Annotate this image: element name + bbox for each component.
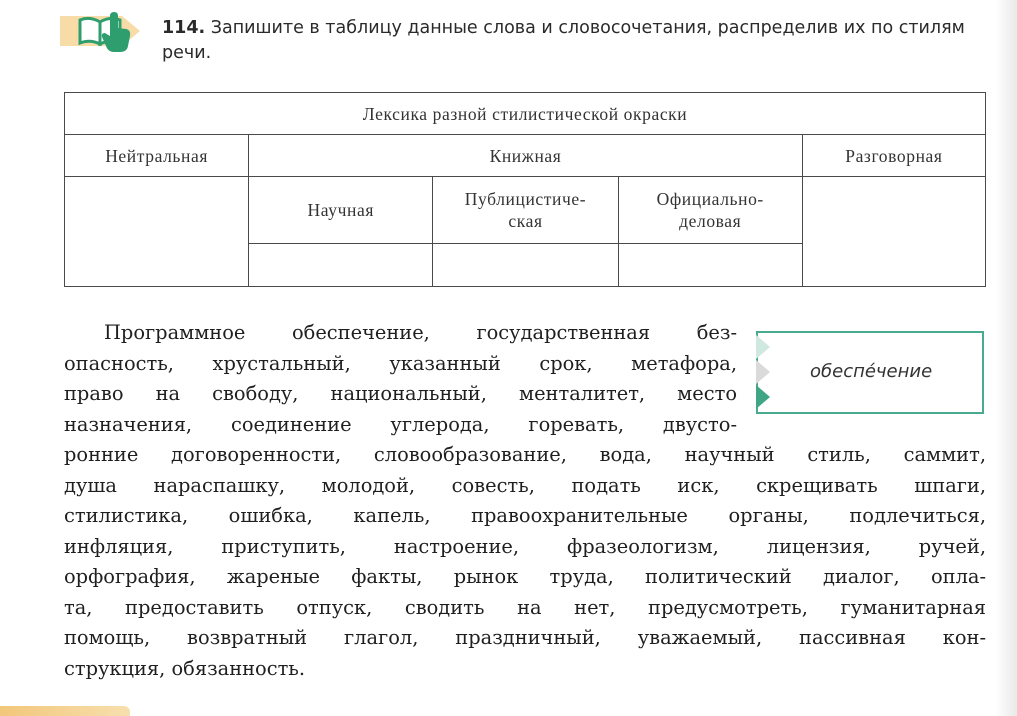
stress-note-box: [756, 331, 984, 414]
text-line: стилистика, ошибка, капель, правоохранительные органы, подлечиться,: [64, 504, 986, 527]
footer-accent-bar: [0, 706, 130, 716]
cell-publicistic: [433, 244, 618, 287]
header-scientific: Научная: [249, 177, 433, 244]
text-line: назначения, соединение углерода, горевать, двусто-: [64, 412, 737, 436]
text-line: ронние договоренности, словообразование, вода, научный стиль, саммит,: [64, 443, 986, 466]
text-line: Программное обеспечение, государственная без-: [104, 321, 737, 344]
cell-official: [618, 244, 802, 287]
text-line: право на свободу, национальный, менталитет, место: [64, 382, 737, 405]
text-line: та, предоставить отпуск, сводить на нет, предусмотреть, гуманитарная: [64, 595, 986, 619]
task-text: Запишите в таблицу данные слова и словосочетания, распределив их по стилям речи.: [162, 18, 965, 63]
header-official: Официально- деловая: [618, 177, 802, 244]
note-marker-icon: [756, 335, 770, 359]
text-line: опасность, хрустальный, указанный срок, метафора,: [64, 351, 737, 375]
task-number: 114.: [162, 18, 206, 38]
header-neutral: Нейтральная: [65, 135, 249, 177]
text-line: орфография, жареные факты, рынок труда, политический диалог, опла-: [64, 565, 986, 588]
header-bookish: Книжная: [249, 135, 803, 177]
header-publicistic: Публицистиче- ская: [433, 177, 618, 244]
note-marker-icon: [756, 385, 770, 409]
book-hand-icon: [60, 6, 152, 56]
cell-colloquial: [802, 177, 985, 287]
page-edge-shadow: [995, 0, 1017, 716]
header-colloquial: Разговорная: [802, 135, 985, 177]
text-line: помощь, возвратный глагол, праздничный, уважаемый, пассивная кон-: [64, 626, 986, 649]
task-instruction: [162, 16, 992, 66]
note-marker-icon: [756, 360, 770, 384]
cell-neutral: [65, 177, 249, 287]
cell-scientific: [249, 244, 433, 287]
text-line: душа нараспашку, молодой, совесть, подать иск, скрещивать шпаги,: [64, 473, 986, 497]
text-line: инфляция, приступить, настроение, фразеологизм, лицензия, ручей,: [64, 534, 986, 558]
table-title: Лексика разной стилистической окраски: [65, 93, 986, 135]
stress-word: обеспе́чение: [810, 361, 933, 382]
text-line: струкция, обязанность.: [64, 656, 306, 680]
style-table: [64, 92, 986, 287]
